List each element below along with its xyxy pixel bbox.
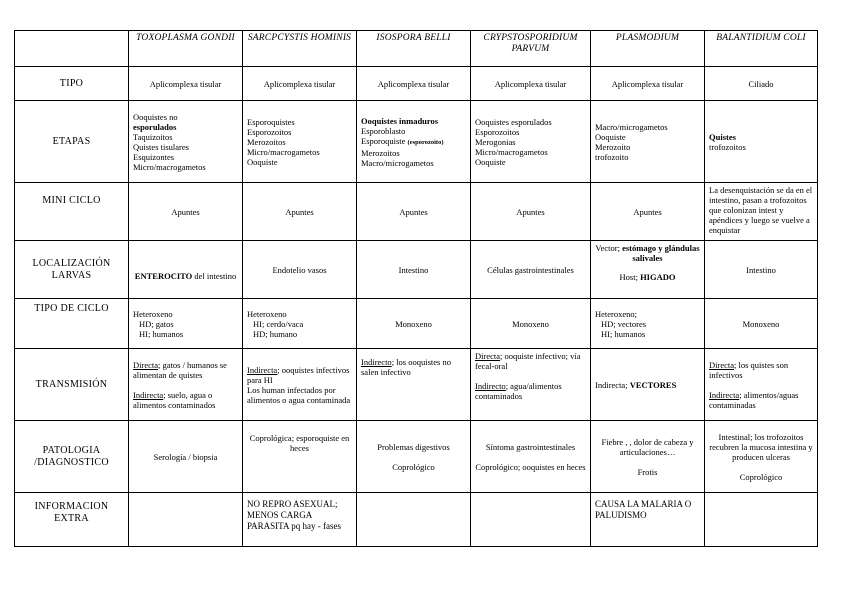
header-isospora: ISOSPORA BELLI — [357, 31, 471, 67]
transmission-text: ; ooquistes infectivos para HI — [247, 364, 350, 385]
cell-localizacion-toxoplasma — [129, 241, 243, 299]
stage-note: (esporozoito) — [407, 138, 444, 146]
transmission-key: Indirecto — [361, 357, 392, 367]
stage-line: Esporozoitos — [475, 126, 520, 137]
transmission-text: ; alimentos/aguas contaminadas — [709, 389, 799, 410]
cell-etapas-toxoplasma — [129, 101, 243, 183]
cycle-line: HI; humanos — [601, 328, 646, 339]
stage-line: Ooquistes no — [133, 111, 178, 122]
spacer — [361, 452, 466, 462]
row-label-miniciclo: MINI CICLO — [15, 183, 129, 241]
cell-extra-isospora — [357, 493, 471, 547]
cell-patologia-isospora — [357, 421, 471, 493]
cell-tipociclo-isospora: Monoxeno — [357, 299, 471, 349]
stage-line: Merozoitos — [247, 136, 286, 147]
row-label-patologia: PATOLOGIA /DIAGNOSTICO — [15, 421, 129, 493]
row-patologia — [15, 421, 818, 493]
stage-line: Micro/macrogametos — [133, 161, 206, 172]
stage-line: trofozoito — [595, 151, 629, 162]
row-label-extra: INFORMACION EXTRA — [15, 493, 129, 547]
cycle-line: HD; vectores — [601, 318, 647, 329]
cell-transmision-isospora — [357, 349, 471, 421]
cycle-line: HD; gatos — [139, 318, 174, 329]
cell-extra-cryptosporidium — [471, 493, 591, 547]
stage-line: esporulados — [133, 121, 177, 132]
header-balantidium: BALANTIDIUM COLI — [705, 31, 818, 67]
spacer — [709, 462, 813, 472]
stage-line: Macro/microgametos — [595, 121, 668, 132]
stage-line: Micro/macrogametos — [475, 146, 548, 157]
stage-line: Esporoblasto — [361, 125, 406, 136]
spacer — [475, 452, 586, 462]
header-plasmodium: PLASMODIUM — [591, 31, 705, 67]
cell-etapas-plasmodium — [591, 101, 705, 183]
cell-patologia-sarcocystis: Coprológica; esporoquiste en heces — [243, 421, 357, 493]
transmission-text: ; agua/alimentos contaminados — [475, 381, 562, 401]
cell-miniciclo-toxoplasma: Apuntes — [129, 183, 243, 241]
location-text: Vector; — [595, 243, 623, 253]
cycle-line: Heteroxeno — [247, 308, 287, 319]
spacer — [595, 457, 700, 467]
location-strong: estómago y glándulas salivales — [622, 243, 700, 263]
cell-miniciclo-balantidium: La desenquistación se da en el intestino, pasan a trofozoitos que colonizan intest y apéndices y luego se vuelve a enquistar — [705, 183, 818, 241]
row-label-transmision: TRANSMISIÓN — [15, 349, 129, 421]
cell-etapas-cryptosporidium — [471, 101, 591, 183]
row-localizacion — [15, 241, 818, 299]
transmission-key: Indirecta — [247, 364, 278, 375]
stage-line: Ooquistes esporulados — [475, 116, 552, 127]
row-tipociclo — [15, 299, 818, 349]
transmission-text: ; los quistes son infectivos — [709, 359, 789, 380]
stage-line: Ooquiste — [247, 156, 278, 167]
stage-line: Macro/microgametos — [361, 157, 434, 168]
transmission-key: Indirecta — [133, 389, 164, 400]
pathology-text: Fiebre , , dolor de cabeza y articulaciones… — [601, 436, 694, 457]
cell-localizacion-isospora: Intestino — [357, 241, 471, 299]
stage-line: Merozoito — [595, 141, 631, 152]
pathology-text: Frotis — [637, 466, 658, 477]
stage-line: trofozoitos — [709, 141, 746, 152]
stage-line: Esporoquistes — [247, 116, 295, 127]
cell-tipociclo-toxoplasma — [129, 299, 243, 349]
stage-line: Ooquiste — [595, 131, 626, 142]
cell-tipociclo-sarcocystis — [243, 299, 357, 349]
transmission-text: Los human infectados por alimentos o agua contaminada — [247, 384, 351, 405]
stage-line — [361, 136, 466, 148]
location-strong: ENTEROCITO — [134, 270, 193, 281]
transmission-key: Directa — [475, 351, 501, 361]
cell-tipociclo-balantidium: Monoxeno — [705, 299, 818, 349]
cell-etapas-isospora — [357, 101, 471, 183]
row-label-tipociclo: TIPO DE CICLO — [15, 299, 129, 349]
cycle-line: HI; humanos — [139, 328, 184, 339]
stage-line: Quistes tisulares — [133, 141, 189, 152]
row-label-localizacion: LOCALIZACIÓN LARVAS — [15, 241, 129, 299]
cell-localizacion-balantidium: Intestino — [705, 241, 818, 299]
cell-tipociclo-cryptosporidium: Monoxeno — [471, 299, 591, 349]
cell-miniciclo-sarcocystis: Apuntes — [243, 183, 357, 241]
stage-line: Taquizoitos — [133, 131, 173, 142]
header-sarcocystis: SARCPCYSTIS HOMINIS — [243, 31, 357, 67]
cell-transmision-toxoplasma — [129, 349, 243, 421]
pathology-text: Intestinal; los trofozoitos recubren la mucosa intestina y producen ulceras — [709, 431, 813, 462]
transmission-strong: VECTORES — [629, 379, 677, 390]
transmission-key: Indirecta — [709, 389, 740, 400]
location-text: Host; — [619, 272, 641, 282]
header-row — [15, 31, 818, 67]
stage-line: Ooquiste — [475, 156, 506, 167]
cell-miniciclo-plasmodium: Apuntes — [591, 183, 705, 241]
cell-transmision-cryptosporidium — [471, 349, 591, 421]
header-blank — [15, 31, 129, 67]
row-transmision — [15, 349, 818, 421]
pathology-text: Coprológico; ooquistes en heces — [475, 461, 586, 472]
cell-patologia-plasmodium — [591, 421, 705, 493]
cell-tipo-plasmodium: Aplicomplexa tisular — [591, 67, 705, 101]
transmission-text: Indirecta; — [595, 379, 630, 390]
cell-tipo-isospora: Aplicomplexa tisular — [357, 67, 471, 101]
row-extra — [15, 493, 818, 547]
stage-line: Esquizontes — [133, 151, 175, 162]
spacer — [595, 263, 700, 272]
row-miniciclo — [15, 183, 818, 241]
cell-extra-plasmodium: CAUSA LA MALARIA O PALUDISMO — [591, 493, 705, 547]
cycle-line: HD; humano — [253, 328, 298, 339]
cycle-line: Heteroxeno — [133, 308, 173, 319]
cycle-line: HI; cerdo/vaca — [253, 318, 304, 329]
cell-miniciclo-cryptosporidium: Apuntes — [471, 183, 591, 241]
stage-text: Esporoquiste — [361, 135, 408, 146]
cell-tipociclo-plasmodium — [591, 299, 705, 349]
header-cryptosporidium: CRYPSTOSPORIDIUM PARVUM — [471, 31, 591, 67]
cell-tipo-cryptosporidium: Aplicomplexa tisular — [471, 67, 591, 101]
cell-patologia-balantidium — [705, 421, 818, 493]
stage-line: Merogonias — [475, 136, 516, 147]
cell-extra-sarcocystis: NO REPRO ASEXUAL; MENOS CARGA PARASITA pq hay - fases — [243, 493, 357, 547]
transmission-key: Directa — [133, 359, 159, 370]
pathology-text: Coprológico — [739, 471, 783, 482]
cell-localizacion-sarcocystis: Endotelio vasos — [243, 241, 357, 299]
cell-transmision-balantidium — [705, 349, 818, 421]
transmission-text: ; gatos / humanos se alimentan de quistes — [133, 359, 227, 380]
cell-localizacion-cryptosporidium: Células gastrointestinales — [471, 241, 591, 299]
row-etapas — [15, 101, 818, 183]
cell-etapas-sarcocystis — [243, 101, 357, 183]
cycle-line: Heteroxeno; — [595, 308, 638, 319]
cell-localizacion-plasmodium — [591, 241, 705, 299]
cell-patologia-cryptosporidium — [471, 421, 591, 493]
stage-line: Esporozoitos — [247, 126, 292, 137]
stage-line: Micro/macrogametos — [247, 146, 320, 157]
transmission-text: ; ooquiste infectivo; vía fecal-oral — [475, 351, 581, 371]
stage-line: Merozoitos — [361, 147, 400, 158]
cell-etapas-balantidium — [705, 101, 818, 183]
transmission-text: ; suelo, agua o alimentos contaminados — [133, 389, 216, 410]
cell-extra-toxoplasma — [129, 493, 243, 547]
cell-patologia-toxoplasma: Serología / biopsia — [129, 421, 243, 493]
location-strong: HIGADO — [640, 272, 676, 282]
row-label-etapas: ETAPAS — [15, 101, 129, 183]
row-tipo — [15, 67, 818, 101]
pathology-text: Problemas digestivos — [377, 441, 450, 452]
stage-line: Ooquistes inmaduros — [361, 115, 439, 126]
transmission-key: Indirecto — [475, 381, 506, 391]
header-toxoplasma: TOXOPLASMA GONDII — [129, 31, 243, 67]
stage-line: Quistes — [709, 131, 736, 142]
parasite-comparison-table — [14, 30, 818, 547]
cell-transmision-plasmodium — [591, 349, 705, 421]
spacer — [709, 380, 813, 390]
cell-tipo-sarcocystis: Aplicomplexa tisular — [243, 67, 357, 101]
transmission-text: ; los ooquistes no salen infectivo — [361, 357, 451, 377]
pathology-text: Síntoma gastrointestinales — [485, 441, 576, 452]
cell-extra-balantidium — [705, 493, 818, 547]
cell-transmision-sarcocystis — [243, 349, 357, 421]
spacer — [475, 371, 586, 381]
cell-miniciclo-isospora: Apuntes — [357, 183, 471, 241]
row-label-tipo: TIPO — [15, 67, 129, 101]
spacer — [133, 380, 238, 390]
location-text: del intestino — [192, 270, 237, 281]
transmission-key: Directa — [709, 359, 735, 370]
cell-tipo-balantidium: Ciliado — [705, 67, 818, 101]
cell-tipo-toxoplasma: Aplicomplexa tisular — [129, 67, 243, 101]
pathology-text: Coprológico — [392, 461, 435, 472]
